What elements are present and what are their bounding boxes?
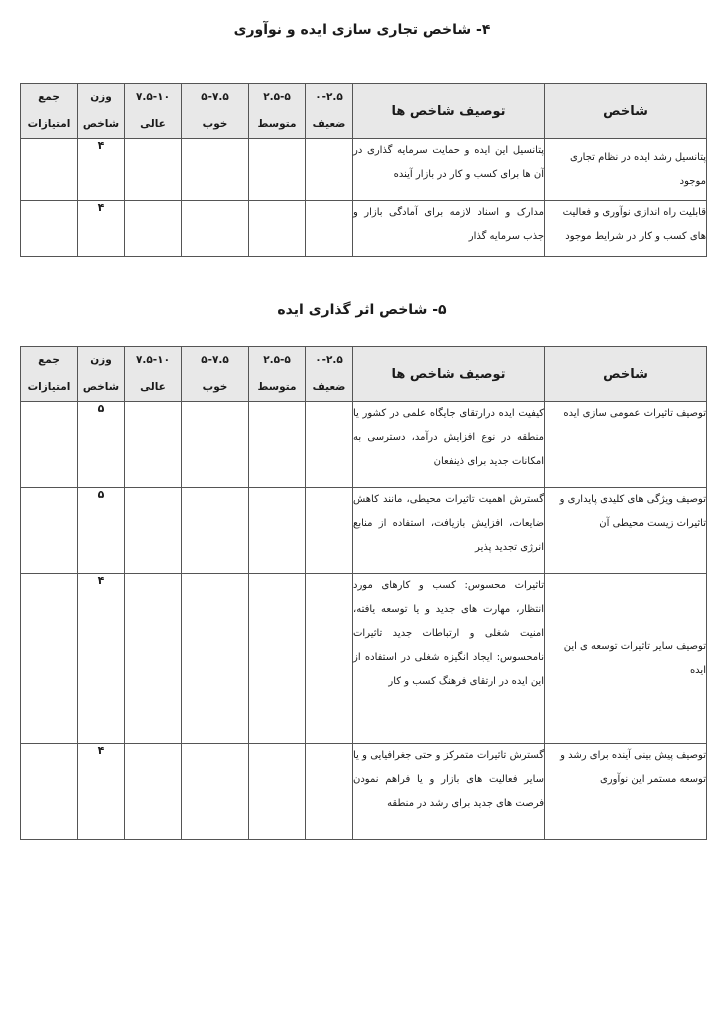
section-4-table <box>20 83 707 257</box>
row-weight: ۴ <box>78 139 125 201</box>
row-index-label: توصیف سایر تاثیرات توسعه ی این ایده <box>545 574 707 744</box>
score-good-cell[interactable] <box>182 402 249 488</box>
score-medium-cell[interactable] <box>249 574 306 744</box>
score-medium-cell[interactable] <box>249 488 306 574</box>
header-weight: وزن شاخص <box>78 347 125 402</box>
score-good-cell[interactable] <box>182 488 249 574</box>
header-medium: ۲.۵-۵ متوسط <box>249 347 306 402</box>
score-good-cell[interactable] <box>182 139 249 201</box>
header-medium: ۲.۵-۵ متوسط <box>249 84 306 139</box>
score-medium-cell[interactable] <box>249 201 306 257</box>
total-score-cell[interactable] <box>21 488 78 574</box>
header-total: جمع امتیازات <box>21 347 78 402</box>
header-weight: وزن شاخص <box>78 84 125 139</box>
score-excellent-cell[interactable] <box>125 488 182 574</box>
score-weak-cell[interactable] <box>306 744 353 840</box>
score-good-cell[interactable] <box>182 201 249 257</box>
score-medium-cell[interactable] <box>249 402 306 488</box>
score-weak-cell[interactable] <box>306 201 353 257</box>
score-weak-cell[interactable] <box>306 574 353 744</box>
header-description: توصیف شاخص ها <box>353 347 545 402</box>
table-row <box>21 139 707 201</box>
row-weight: ۴ <box>78 201 125 257</box>
table-row <box>21 744 707 840</box>
row-weight: ۵ <box>78 488 125 574</box>
score-weak-cell[interactable] <box>306 402 353 488</box>
row-index-label: قابلیت راه اندازی نوآوری و فعالیت های کسب و کار در شرایط موجود <box>545 201 707 257</box>
score-good-cell[interactable] <box>182 574 249 744</box>
section-4-title: ۴- شاخص تجاری سازی ایده و نوآوری <box>233 22 491 38</box>
score-excellent-cell[interactable] <box>125 139 182 201</box>
total-score-cell[interactable] <box>21 201 78 257</box>
total-score-cell[interactable] <box>21 744 78 840</box>
row-description: پتانسیل این ایده و حمایت سرمایه گذاری در آن ها برای کسب و کار در بازار آینده <box>353 139 545 201</box>
header-excellent: ۷.۵-۱۰ عالی <box>125 347 182 402</box>
total-score-cell[interactable] <box>21 139 78 201</box>
row-index-label: توصیف ویژگی های کلیدی پایداری و تاثیرات زیست محیطی آن <box>545 488 707 574</box>
header-index: شاخص <box>545 84 707 139</box>
score-medium-cell[interactable] <box>249 744 306 840</box>
score-excellent-cell[interactable] <box>125 744 182 840</box>
score-good-cell[interactable] <box>182 744 249 840</box>
header-total: جمع امتیازات <box>21 84 78 139</box>
table-row <box>21 201 707 257</box>
row-index-label: توصیف تاثیرات عمومی سازی ایده <box>545 402 707 488</box>
section-5-table <box>20 346 707 840</box>
score-excellent-cell[interactable] <box>125 574 182 744</box>
row-description: گسترش اهمیت تاثیرات محیطی، مانند کاهش ضایعات، افزایش بازیافت، استفاده از منابع انرژی تجدید پذیر <box>353 488 545 574</box>
row-description: گسترش تاثیرات متمرکز و حتی جغرافیایی و یا سایر فعالیت های بازار و یا فراهم نمودن فرصت های جدید برای رشد در منطقه <box>353 744 545 840</box>
row-weight: ۵ <box>78 402 125 488</box>
header-excellent: ۷.۵-۱۰ عالی <box>125 84 182 139</box>
header-weak: ۰-۲.۵ ضعیف <box>306 347 353 402</box>
total-score-cell[interactable] <box>21 402 78 488</box>
header-weak: ۰-۲.۵ ضعیف <box>306 84 353 139</box>
table-row <box>21 574 707 744</box>
score-excellent-cell[interactable] <box>125 201 182 257</box>
row-index-label: توصیف پیش بینی آینده برای رشد و توسعه مستمر این نوآوری <box>545 744 707 840</box>
row-index-label: پتانسیل رشد ایده در نظام تجاری موجود <box>545 139 707 201</box>
header-good: ۵-۷.۵ خوب <box>182 84 249 139</box>
score-weak-cell[interactable] <box>306 139 353 201</box>
row-weight: ۴ <box>78 574 125 744</box>
header-good: ۵-۷.۵ خوب <box>182 347 249 402</box>
section-5-title: ۵- شاخص اثر گذاری ایده <box>277 302 447 318</box>
table-row <box>21 402 707 488</box>
table-header-row <box>21 84 707 139</box>
row-description: کیفیت ایده درارتقای جایگاه علمی در کشور یا منطقه در نوع افزایش درآمد، دسترسی به امکانات جدید برای ذینفعان <box>353 402 545 488</box>
row-weight: ۴ <box>78 744 125 840</box>
header-description: توصیف شاخص ها <box>353 84 545 139</box>
total-score-cell[interactable] <box>21 574 78 744</box>
score-medium-cell[interactable] <box>249 139 306 201</box>
table-row <box>21 488 707 574</box>
score-excellent-cell[interactable] <box>125 402 182 488</box>
score-weak-cell[interactable] <box>306 488 353 574</box>
table-header-row <box>21 347 707 402</box>
row-description: مدارک و اسناد لازمه برای آمادگی بازار و جذب سرمایه گذار <box>353 201 545 257</box>
header-index: شاخص <box>545 347 707 402</box>
row-description: تاثیرات محسوس: کسب و کارهای مورد انتظار، مهارت های جدید و یا توسعه یافته، امنیت شغلی و ارتباطات جدید تاثیرات نامحسوس: ایجاد انگیزه شغلی در استفاده از این ایده در ارتقای فرهنگ کسب و کار <box>353 574 545 744</box>
